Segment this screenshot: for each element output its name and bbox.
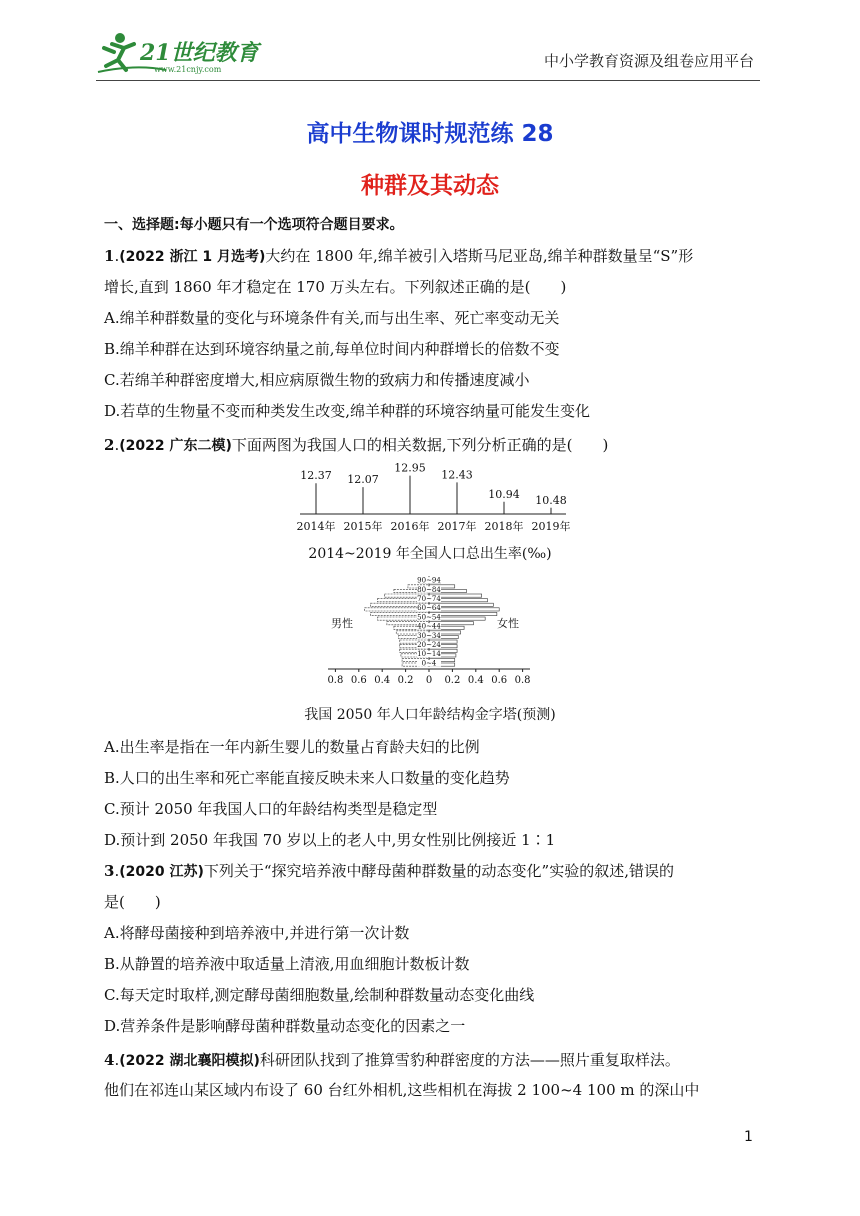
- q3-option-a: A.将酵母菌接种到培养液中,并进行第一次计数: [104, 924, 410, 942]
- q1-stem-line2: 增长,直到 1860 年才稳定在 170 万头左右。下列叙述正确的是( ): [104, 278, 567, 296]
- pyramid-x-tick-label: 0.8: [514, 675, 531, 686]
- pyramid-x-tick-label: 0.2: [397, 675, 414, 686]
- pyramid-chart-title: 我国 2050 年人口年龄结构金字塔(预测): [304, 707, 556, 723]
- q3-stem-line1: 3.(2020 江苏)下列关于“探究培养液中酵母菌种群数量的动态变化”实验的叙述,错误的: [104, 862, 674, 880]
- logo-text: 21世纪教育: [140, 40, 259, 66]
- birth-rate-year-label: 2019年: [531, 520, 571, 533]
- birth-rate-year-label: 2016年: [390, 520, 430, 533]
- pyramid-age-label: 80~84: [417, 585, 441, 594]
- pyramid-age-label: 40~44: [417, 622, 441, 631]
- birth-rate-value-label: 12.37: [300, 469, 332, 483]
- header-divider: [96, 80, 760, 81]
- pyramid-male-label: 男性: [331, 617, 353, 630]
- pyramid-age-label: 90~94: [417, 576, 441, 585]
- q3-stem-line2: 是( ): [104, 893, 161, 911]
- logo-url: www.21cnjy.com: [154, 65, 222, 74]
- q1-option-b: B.绵羊种群在达到环境容纳量之前,每单位时间内种群增长的倍数不变: [104, 340, 560, 358]
- q4-stem-line1: 4.(2022 湖北襄阳模拟)科研团队找到了推算雪豹种群密度的方法——照片重复取样法。: [104, 1051, 680, 1069]
- q2-stem-text: 下面两图为我国人口的相关数据,下列分析正确的是( ): [231, 436, 609, 454]
- page-header: [96, 30, 760, 78]
- q1-option-a: A.绵羊种群数量的变化与环境条件有关,而与出生率、死亡率变动无关: [104, 309, 560, 327]
- pyramid-x-tick-label: 0.2: [444, 675, 461, 686]
- pyramid-age-label: 10~14: [417, 650, 441, 659]
- birth-rate-value-label: 12.07: [347, 473, 379, 487]
- birth-rate-year-label: 2015年: [343, 520, 383, 533]
- site-logo: [96, 30, 266, 76]
- birth-rate-value-label: 12.95: [394, 461, 426, 475]
- platform-name: 中小学教育资源及组卷应用平台: [543, 52, 754, 70]
- q3-source: (2020 江苏): [119, 864, 204, 880]
- pyramid-x-tick-label: 0: [425, 675, 433, 686]
- pyramid-age-label: 50~54: [417, 613, 441, 622]
- q1-stem-line1: 1.(2022 浙江 1 月选考)大约在 1800 年,绵羊被引入塔斯马尼亚岛,绵羊种群数量呈“S”形: [104, 247, 694, 265]
- q1-option-c: C.若绵羊种群密度增大,相应病原微生物的致病力和传播速度减小: [104, 371, 530, 389]
- page-number: 1: [744, 1129, 753, 1145]
- q2-option-d: D.预计到 2050 年我国 70 岁以上的老人中,男女性别比例接近 1∶1: [104, 831, 556, 849]
- pyramid-age-label: 70~74: [417, 595, 441, 603]
- pyramid-age-label: 0~4: [421, 659, 437, 668]
- q3-option-b: B.从静置的培养液中取适量上清液,用血细胞计数板计数: [104, 955, 470, 973]
- birth-rate-year-label: 2014年: [296, 520, 336, 533]
- birth-rate-chart: [290, 460, 580, 536]
- page-title: 高中生物课时规范练 28: [306, 121, 554, 147]
- pyramid-age-label: 60~64: [417, 604, 441, 613]
- q4-source: (2022 湖北襄阳模拟): [119, 1053, 260, 1069]
- q1-option-d: D.若草的生物量不变而种类发生改变,绵羊种群的环境容纳量可能发生变化: [104, 402, 591, 420]
- birth-rate-value-label: 12.43: [441, 468, 473, 482]
- birth-rate-value-label: 10.94: [488, 487, 520, 501]
- birth-rate-value-label: 10.48: [535, 493, 567, 507]
- q1-source: (2022 浙江 1 月选考): [119, 249, 266, 265]
- pyramid-x-tick-label: 0.6: [350, 675, 367, 686]
- q4-number: 4: [104, 1051, 115, 1069]
- pyramid-age-label: 30~34: [417, 631, 441, 640]
- q4-stem-line2: 他们在祁连山某区域内布设了 60 台红外相机,这些相机在海拔 2 100~4 100 m 的深山中: [104, 1081, 700, 1099]
- q2-option-a: A.出生率是指在一年内新生婴儿的数量占育龄夫妇的比例: [104, 738, 480, 756]
- population-pyramid-chart: [318, 574, 548, 692]
- birth-rate-year-label: 2018年: [484, 520, 524, 533]
- q2-number: 2: [104, 436, 115, 454]
- q2-option-c: C.预计 2050 年我国人口的年龄结构类型是稳定型: [104, 800, 438, 818]
- q3-option-c: C.每天定时取样,测定酵母菌细胞数量,绘制种群数量动态变化曲线: [104, 986, 535, 1004]
- section-heading: 一、选择题:每小题只有一个选项符合题目要求。: [104, 217, 404, 233]
- pyramid-x-tick-label: 0.4: [374, 675, 391, 686]
- pyramid-x-tick-label: 0.4: [467, 675, 484, 686]
- pyramid-x-tick-label: 0.8: [327, 675, 344, 686]
- pyramid-age-label: 20~24: [417, 641, 441, 649]
- pyramid-female-label: 女性: [497, 617, 519, 630]
- pyramid-x-tick-label: 0.6: [491, 675, 508, 686]
- q2-stem: 2.(2022 广东二模)下面两图为我国人口的相关数据,下列分析正确的是( ): [104, 436, 609, 454]
- page-subtitle: 种群及其动态: [361, 173, 499, 199]
- q4-stem-text1: 科研团队找到了推算雪豹种群密度的方法——照片重复取样法。: [259, 1051, 680, 1069]
- q1-stem-text1: 大约在 1800 年,绵羊被引入塔斯马尼亚岛,绵羊种群数量呈“S”形: [265, 247, 694, 265]
- q1-number: 1: [104, 247, 115, 265]
- q2-source: (2022 广东二模): [119, 438, 232, 454]
- q3-number: 3: [104, 862, 115, 880]
- q2-option-b: B.人口的出生率和死亡率能直接反映未来人口数量的变化趋势: [104, 769, 510, 787]
- birth-rate-year-label: 2017年: [437, 520, 477, 533]
- birth-rate-chart-title: 2014~2019 年全国人口总出生率(‰): [308, 546, 552, 562]
- q3-option-d: D.营养条件是影响酵母菌种群数量动态变化的因素之一: [104, 1017, 466, 1035]
- q3-stem-text1: 下列关于“探究培养液中酵母菌种群数量的动态变化”实验的叙述,错误的: [203, 862, 674, 880]
